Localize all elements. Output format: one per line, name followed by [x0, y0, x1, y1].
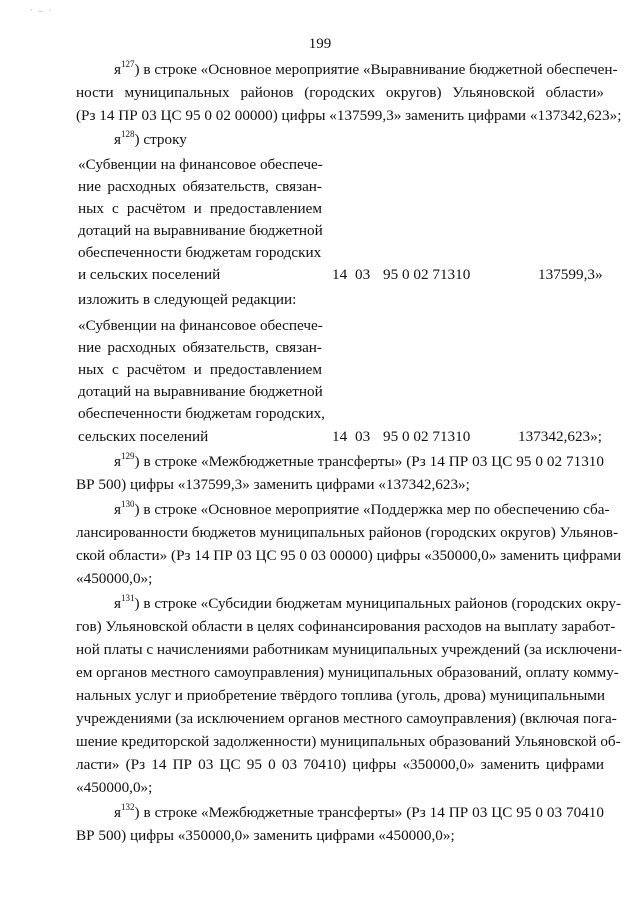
- new-row-name-1: «Субвенции на финансовое обеспече-: [78, 317, 323, 334]
- item-marker-paren: ): [134, 453, 140, 470]
- item-132-line-2: ВР 500) цифры «350000,0» заменить цифрами «450000,0»;: [76, 827, 455, 844]
- item-marker: я: [114, 453, 121, 470]
- item-128-intro: [114, 130, 640, 150]
- item-number: 132: [121, 802, 135, 812]
- item-number: 130: [121, 499, 135, 509]
- item-130-line-3: ской области» (Рз 14 ПР 03 ЦС 95 0 03 00000) цифры «350000,0» заменить цифрами: [76, 547, 622, 564]
- item-130-line-2: лансированности бюджетов муниципальных районов (городских округов) Ульянов-: [76, 524, 619, 541]
- new-row-amount: 137342,623»;: [518, 428, 602, 445]
- item-131-line-9: «450000,0»;: [76, 779, 153, 796]
- item-marker-paren: ): [134, 61, 140, 78]
- item-number: 129: [121, 451, 135, 461]
- item-marker: я: [114, 501, 121, 518]
- item-131-line-5: нальных услуг и приобретение твёрдого топлива (уголь, дрова) муниципальными: [76, 687, 606, 704]
- item-text: в строке «Основное мероприятие «Выравнивание бюджетной обеспечен-: [143, 61, 618, 78]
- item-marker: я: [114, 804, 121, 821]
- new-row-name-6: сельских поселений: [78, 428, 209, 445]
- item-131-line-2: гов) Ульяновской области в целях софинансирования расходов на выплату заработ-: [76, 618, 616, 635]
- old-row-name-2: ние расходных обязательств, связан-: [78, 178, 322, 195]
- item-132-line-1: [114, 803, 604, 823]
- item-130-line-4: «450000,0»;: [76, 570, 153, 587]
- old-row-amount: 137599,3»: [538, 266, 603, 283]
- item-131-line-4: ем органов местного самоуправления) муниципальных образований, оплату комму-: [76, 664, 619, 681]
- new-row-rz: 14: [332, 428, 348, 445]
- old-row-name-1: «Субвенции на финансовое обеспече-: [78, 156, 323, 173]
- item-text: строку: [143, 131, 187, 148]
- item-130-line-1: [114, 499, 610, 520]
- item-131-line-7: шение кредиторской задолженности) муниципальных образований Ульяновской об-: [76, 733, 621, 750]
- new-row-name-2: ние расходных обязательств, связан-: [78, 339, 322, 356]
- new-row-name-4: дотаций на выравнивание бюджетной: [78, 383, 323, 400]
- item-129-line-2: ВР 500) цифры «137599,3» заменить цифрами «137342,623»;: [76, 476, 470, 493]
- new-row-name-3: ных с расчётом и предоставлением: [78, 361, 322, 378]
- item-number: 131: [121, 593, 135, 603]
- old-row-name-5: обеспеченности бюджетам городских: [78, 244, 322, 261]
- page-number: 199: [308, 36, 332, 52]
- old-row-name-4: дотаций на выравнивание бюджетной: [78, 222, 323, 239]
- item-text: в строке «Основное мероприятие «Поддержка мер по обеспечению сба-: [143, 501, 610, 518]
- item-marker-paren: ): [134, 501, 140, 518]
- item-text: в строке «Межбюджетные трансферты» (Рз 14 ПР 03 ЦС 95 0 02 71310: [143, 453, 604, 470]
- item-129-line-1: [114, 452, 604, 472]
- item-number: 128: [121, 129, 135, 139]
- old-row-name-6: и сельских поселений: [78, 266, 221, 283]
- item-marker: я: [114, 131, 121, 148]
- item-127-line-3: (Рз 14 ПР 03 ЦС 95 0 02 00000) цифры «137599,3» заменить цифрами «137342,623»;: [76, 107, 622, 124]
- item-marker: я: [114, 61, 121, 78]
- old-row-name-3: ных с расчётом и предоставлением: [78, 200, 322, 217]
- item-marker-paren: ): [134, 804, 140, 821]
- old-row-pr: 03: [355, 266, 371, 283]
- new-row-cs: 95 0 02 71310: [383, 428, 471, 445]
- item-131-line-3: ной платы с начислениями работникам муниципальных учреждений (за исключени-: [76, 641, 622, 658]
- item-text: в строке «Субсидии бюджетам муниципальных районов (городских окру-: [143, 595, 622, 612]
- item-131-line-8: ласти» (Рз 14 ПР 03 ЦС 95 0 03 70410) цифры «350000,0» заменить цифрами: [76, 756, 604, 773]
- item-marker-paren: ): [134, 595, 140, 612]
- item-marker: я: [114, 595, 121, 612]
- item-number: 127: [121, 59, 135, 69]
- old-row-cs: 95 0 02 71310: [383, 266, 471, 283]
- new-row-pr: 03: [355, 428, 371, 445]
- item-127-line-1: [114, 59, 618, 80]
- item-131-line-6: учреждениями (за исключением органов местного самоуправления) (включая пога-: [76, 710, 617, 727]
- scan-mark: · – ·: [30, 6, 54, 15]
- new-row-name-5: обеспеченности бюджетам городских,: [78, 405, 325, 422]
- item-text: в строке «Межбюджетные трансферты» (Рз 14 ПР 03 ЦС 95 0 03 70410: [143, 804, 604, 821]
- item-marker-paren: ): [134, 131, 140, 148]
- item-131-line-1: [114, 593, 622, 614]
- transition-text: изложить в следующей редакции:: [78, 291, 297, 308]
- item-127-line-2: ности муниципальных районов (городских округов) Ульяновской области»: [76, 84, 604, 101]
- old-row-rz: 14: [332, 266, 348, 283]
